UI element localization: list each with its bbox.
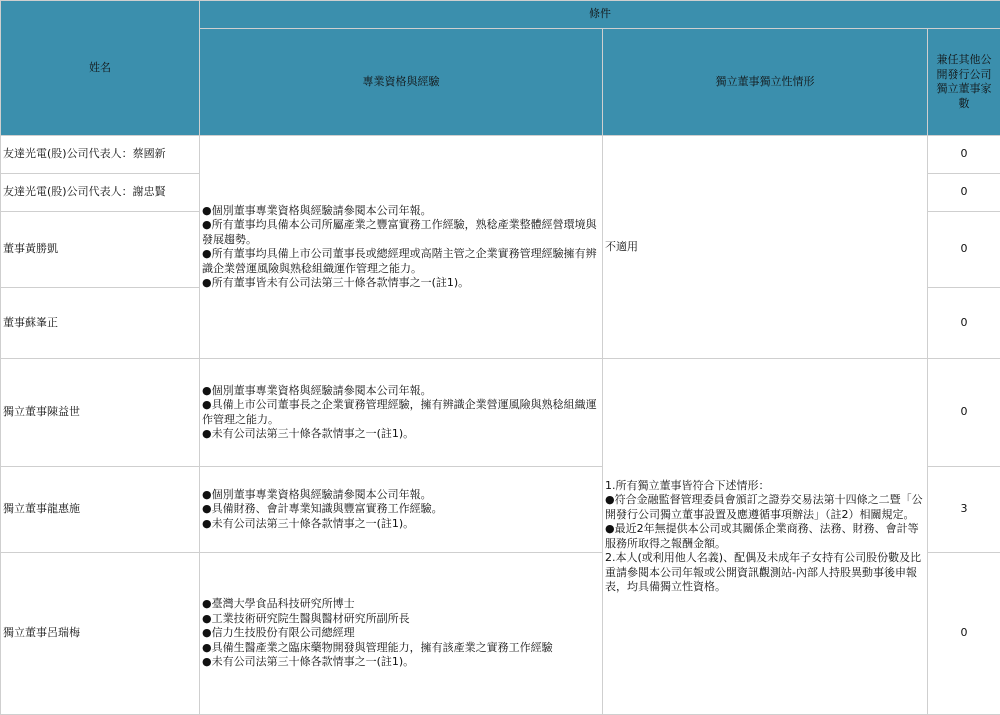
qualification-line: ●所有董事均具備本公司所屬產業之豐富實務工作經驗，熟稔產業整體經營環境與發展趨勢。 [202, 218, 600, 247]
qualification-line: ●未有公司法第三十條各款情事之一(註1)。 [202, 655, 600, 670]
director-qualification [200, 553, 603, 715]
director-name: 友達光電(股)公司代表人：謝忠賢 [1, 174, 200, 212]
independence-line: 2.本人(或利用他人名義)、配偶及未成年子女持有公司股份數及比重請參閱本公司年報或公開資訊觀測站-內部人持股異動事後申報表，均具備獨立性資格。 [605, 551, 925, 595]
independence-line: 1.所有獨立董事皆符合下述情形： [605, 479, 925, 494]
qualification-line: ●未有公司法第三十條各款情事之一(註1)。 [202, 427, 600, 442]
director-name: 董事蘇峯正 [1, 288, 200, 359]
qualification-line: ●工業技術研究院生醫與醫材研究所副所長 [202, 612, 600, 627]
header-name: 姓名 [1, 1, 200, 136]
director-name: 董事黃勝凱 [1, 212, 200, 288]
director-name: 獨立董事呂瑞梅 [1, 553, 200, 715]
director-independence [603, 359, 928, 715]
director-independence: 不適用 [603, 136, 928, 359]
header-other-boards: 兼任其他公開發行公司獨立董事家數 [928, 29, 1000, 136]
qualification-line: ●未有公司法第三十條各款情事之一(註1)。 [202, 517, 600, 532]
other-boards-count: 0 [928, 288, 1000, 359]
header-independence: 獨立董事獨立性情形 [603, 29, 928, 136]
independence-line: ●符合金融監督管理委員會頒訂之證券交易法第十四條之二暨「公開發行公司獨立董事設置及應遵循事項辦法」（註2）相關規定。 [605, 493, 925, 522]
qualification-line: ●臺灣大學食品科技研究所博士 [202, 597, 600, 612]
independence-line: ●最近2年無提供本公司或其關係企業商務、法務、財務、會計等服務所取得之報酬金額。 [605, 522, 925, 551]
director-qualification [200, 467, 603, 553]
qualification-line: ●所有董事皆未有公司法第三十條各款情事之一(註1)。 [202, 276, 600, 291]
qualification-line: ●具備生醫產業之臨床藥物開發與管理能力，擁有該產業之實務工作經驗 [202, 641, 600, 656]
qualification-line: ●信力生技股份有限公司總經理 [202, 626, 600, 641]
director-qualification [200, 359, 603, 467]
header-conditions: 條件 [200, 1, 1000, 29]
qualification-line: ●個別董事專業資格與經驗請參閱本公司年報。 [202, 384, 600, 399]
other-boards-count: 3 [928, 467, 1000, 553]
other-boards-count: 0 [928, 174, 1000, 212]
other-boards-count: 0 [928, 359, 1000, 467]
qualification-line: ●所有董事均具備上市公司董事長或總經理或高階主管之企業實務管理經驗擁有辨識企業營運風險與熟稔組織運作管理之能力。 [202, 247, 600, 276]
director-name: 獨立董事龍惠施 [1, 467, 200, 553]
qualification-line: ●具備財務、會計專業知識與豐富實務工作經驗。 [202, 502, 600, 517]
director-qualification [200, 136, 603, 359]
qualification-line: ●具備上市公司董事長之企業實務管理經驗，擁有辨識企業營運風險與熟稔組織運作管理之能力。 [202, 398, 600, 427]
qualification-line: ●個別董事專業資格與經驗請參閱本公司年報。 [202, 488, 600, 503]
qualification-line: ●個別董事專業資格與經驗請參閱本公司年報。 [202, 204, 600, 219]
other-boards-count: 0 [928, 553, 1000, 715]
director-name: 獨立董事陳益世 [1, 359, 200, 467]
header-qualification: 專業資格與經驗 [200, 29, 603, 136]
other-boards-count: 0 [928, 212, 1000, 288]
director-name: 友達光電(股)公司代表人：蔡國新 [1, 136, 200, 174]
other-boards-count: 0 [928, 136, 1000, 174]
